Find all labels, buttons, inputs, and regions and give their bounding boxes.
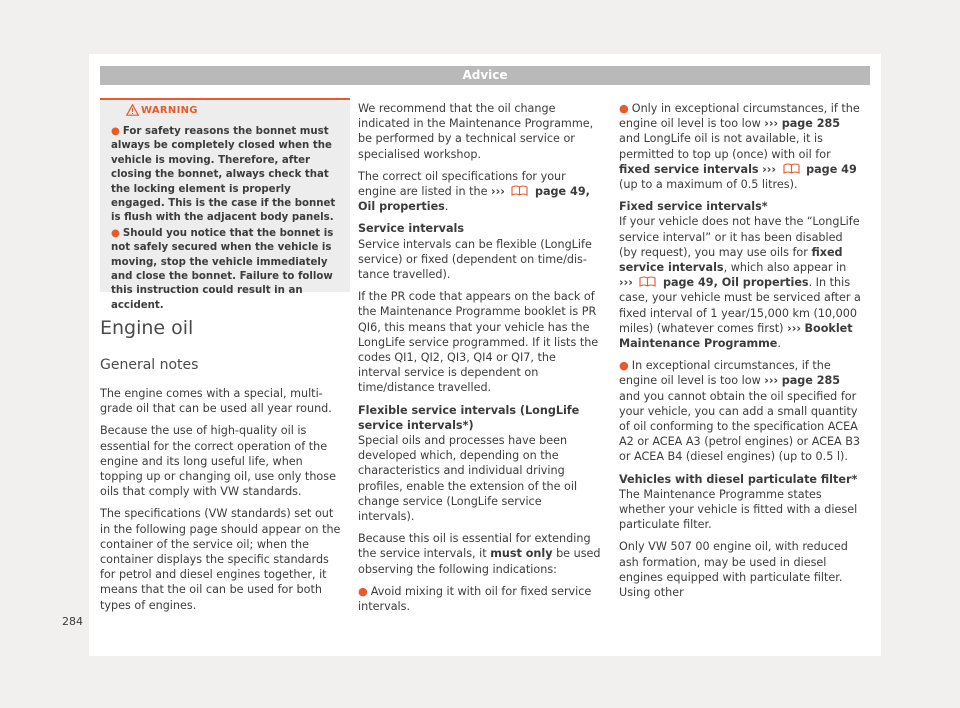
reference-arrow-icon: ››› bbox=[764, 374, 779, 388]
bullet-icon: ● bbox=[619, 102, 629, 115]
manual-page bbox=[89, 54, 881, 656]
reference-arrow-icon: ››› bbox=[491, 185, 505, 199]
list-item: ● Avoid mixing it with oil for fixed service intervals. bbox=[358, 584, 592, 614]
paragraph: Special oils and processes have been developed which, depending on the characteristics and individual driving profiles, enable the extension of the oil change service (LongLife service intervals). bbox=[358, 434, 578, 524]
subheading: Vehicles with diesel particulate filter* bbox=[619, 472, 858, 486]
column-3 bbox=[619, 101, 861, 607]
column-1 bbox=[100, 386, 343, 620]
page-reference-link[interactable]: page 49, Oil properties bbox=[662, 276, 809, 290]
paragraph: Because the use of high-quality oil is essential for the correct operation of the engine and its long useful life, when topping up or changing oil, use only those oils that comply with VW standards. bbox=[100, 424, 336, 499]
book-icon bbox=[511, 185, 528, 196]
warning-item: ● Should you notice that the bonnet is not safely secured when the vehicle is moving, stop the vehicle immediately and close the bonnet. Failure to follow this instruction could result in an accident. bbox=[111, 227, 334, 311]
paragraph: The specifications (VW standards) set out in the following page should appear on the container of the service oil; when the container displays the specific standards for petrol and diesel engines together, it means that the oil can be used for both types of engines. bbox=[100, 507, 341, 612]
paragraph: Service intervals can be flexible (LongLife service) or fixed (dependent on time/distance travelled). bbox=[358, 237, 592, 282]
paragraph: If the PR code that appears on the back of the Maintenance Programme booklet is PR QI6, this means that your vehicle has the LongLife service programmed. If it lists the codes QI1, QI2, QI3, QI4 or QI7, the interval service is dependent on time/distance travelled. bbox=[358, 290, 599, 395]
list-item: ● Only in exceptional circumstances, if the engine oil level is too low ››› page 285 and LongLife oil is not available, it is permitted to top up (once) with oil for fixed service intervals ››› page 49 (up to a maximum of 0.5 litres). bbox=[619, 102, 860, 192]
page-reference-link[interactable]: page 49, Oil properties bbox=[358, 185, 590, 214]
book-icon bbox=[783, 163, 800, 174]
paragraph: The correct oil specifications for your engine are listed in the ››› page 49, Oil properties. bbox=[358, 169, 590, 214]
section-title: Engine oil bbox=[100, 317, 194, 339]
paragraph: If your vehicle does not have the “LongLife service interval” or it has been disabled (by request), you may use oils for fixed service intervals, which also appear in ››› page 49, Oil properties. In this case, your vehicle must be serviced after a fixed interval of 1 year/15,000 km (10,000 miles) (whatever comes first) ››› Booklet Maintenance Programme. bbox=[619, 215, 861, 351]
list-item: ● In exceptional circumstances, if the engine oil level is too low ››› page 285 and you cannot obtain the oil specified for your vehicle, you can add a small quantity of oil conforming to the specification ACEA A2 or ACEA A3 (petrol engines) or ACEA B3 or ACEA B4 (diesel engines) (up to 0.5 l). bbox=[619, 359, 861, 464]
page-reference-link[interactable]: page 285 bbox=[781, 374, 841, 388]
warning-item: ● For safety reasons the bonnet must always be completely closed when the vehicle is moving. Therefore, after closing the bonnet, always check that the locking element is properly engaged. This is the case if the bonnet is flush with the adjacent body panels. bbox=[111, 126, 336, 224]
bullet-icon: ● bbox=[111, 126, 120, 137]
paragraph: Because this oil is essential for extending the service intervals, it must only be used observing the following indications: bbox=[358, 532, 601, 576]
book-icon bbox=[639, 276, 656, 287]
page-reference-link[interactable]: page 285 bbox=[781, 117, 841, 131]
bullet-icon: ● bbox=[111, 227, 120, 239]
paragraph: The engine comes with a special, multi-grade oil that can be used all year round. bbox=[100, 387, 332, 416]
subheading: Fixed service intervals* bbox=[619, 200, 768, 214]
bullet-icon: ● bbox=[358, 584, 368, 598]
paragraph: Only VW 507 00 engine oil, with reduced ash formation, may be used in diesel engines equipped with particulate filter. Using other bbox=[619, 540, 848, 600]
paragraph: The Maintenance Programme states whether your vehicle is fitted with a diesel particulate filter. bbox=[619, 487, 858, 532]
paragraph: We recommend that the oil change indicated in the Maintenance Programme, be performed by a technical service or specialised workshop. bbox=[358, 102, 594, 161]
page-number: 284 bbox=[62, 615, 83, 628]
column-2 bbox=[358, 101, 601, 621]
reference-arrow-icon: ››› bbox=[619, 276, 633, 290]
reference-arrow-icon: ››› bbox=[762, 162, 776, 176]
subheading: Flexible service intervals (LongLife service intervals*) bbox=[358, 403, 580, 432]
booklet-reference-link[interactable]: Booklet Maintenance Programme bbox=[619, 321, 853, 351]
warning-body bbox=[111, 125, 337, 314]
reference-arrow-icon: ››› bbox=[764, 117, 779, 131]
warning-box bbox=[100, 98, 350, 311]
reference-arrow-icon: ››› bbox=[787, 321, 801, 335]
warning-label: WARNING bbox=[141, 105, 198, 116]
section-subtitle: General notes bbox=[100, 357, 199, 373]
page-reference-link[interactable]: page 49 bbox=[806, 162, 857, 176]
warning-triangle-icon bbox=[126, 104, 139, 116]
bullet-icon: ● bbox=[619, 359, 629, 373]
subheading: Service intervals bbox=[358, 222, 464, 236]
page-header: Advice bbox=[100, 66, 870, 85]
